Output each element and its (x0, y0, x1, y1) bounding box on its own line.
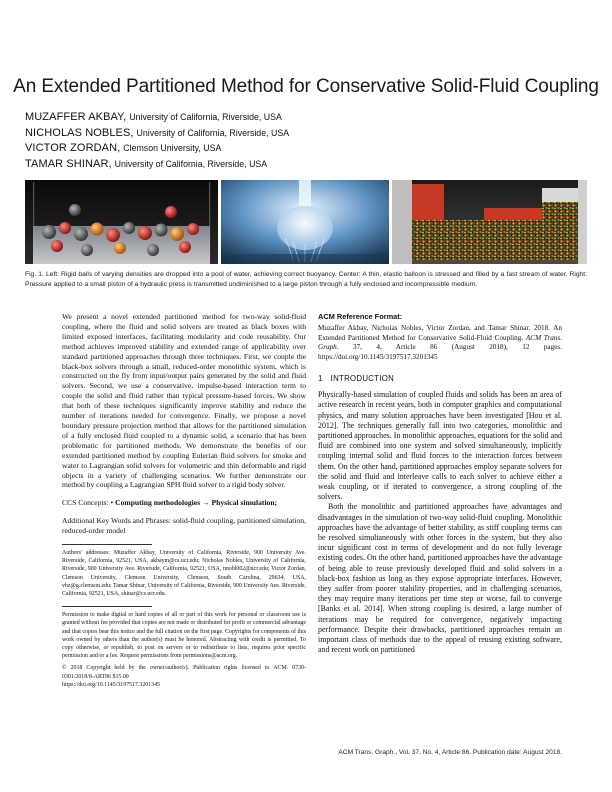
abstract: We present a novel extended partitioned method for two-way solid-fluid coupling, where the fluid and solid solvers are treated as black boxes with limited exposed interfaces, facilitating modularity and code reusability. Our method achieves improved stability and extended range of applicability over standard partitioned approaches through three techniques. First, we couple the black-box solvers through a small, reduced-order monolithic system, which is constructed on the fly from input/output pairs generated by the solid and fluid solvers. Second, we use a conservative, impulse-based interaction term to couple the solid and fluid rather than typical pressure-based forces. We show that both of these techniques significantly improve stability and reduce the number of iterations needed for convergence. Finally, we propose a novel boundary pressure projection method that allows for the partitioned simulation of a fully enclosed fluid coupled to a dynamic solid, a scenario that has been problematic for partitioned methods. We demonstrate the benefits of our extended partitioned method by coupling Eulerian fluid solvers for smoke and water to Lagrangian solid solvers for volumetric and thin deformable and rigid objects in a variety of challenging scenarios. We further demonstrate our method by coupling a Lagrangian SPH fluid solver to a rigid body solver. (62, 312, 306, 490)
author-affiliation: University of California, Riverside, USA (114, 158, 268, 169)
acm-reference-details: 37, 4, Article 86 (August 2018), 12 pages. https://doi.org/10.1145/3197517.3201345 (318, 343, 562, 361)
section-title: INTRODUCTION (330, 374, 395, 384)
page-footer: ACM Trans. Graph., Vol. 37, No. 4, Article 86. Publication date: August 2018. (338, 749, 562, 756)
author-4 (25, 157, 289, 173)
author-2 (25, 126, 289, 142)
permission-notice: Permission to make digital or hard copies of all or part of this work for personal or classroom use is granted without fee provided that copies are not made or distributed for profit or commercial advantage and that copies bear this notice and the full citation on the first page. Copyrights for components of this work owned by others than the author(s) must be honored. Abstracting with credit is permitted. To copy otherwise, or republish, to post on servers or to redistribute to lists, requires prior specific permission and/or a fee. Request permissions from permissions@acm.org. (62, 612, 306, 660)
section-heading-introduction (318, 374, 562, 384)
acm-reference-journal: ACM Trans. Graph. (318, 333, 562, 352)
keywords: Additional Key Words and Phrases: solid-fluid coupling, partitioned simulation, reduced-order model (62, 516, 306, 536)
author-3 (25, 141, 289, 157)
divider (62, 544, 152, 545)
acm-reference (318, 324, 562, 362)
author-name: VICTOR ZORDAN, (25, 142, 121, 154)
figure-center-balloon (221, 180, 389, 264)
figure-left-buoyancy (25, 180, 218, 264)
divider (62, 606, 152, 607)
author-name: NICHOLAS NOBLES, (25, 126, 134, 139)
acm-reference-authors-title: Muzaffer Akbay, Nicholas Nobles, Victor Zordan, and Tamar Shinar. 2018. An Extended Partitioned Method for Conservative Solid-Fluid Coupling. (318, 323, 562, 342)
author-1 (25, 110, 289, 126)
figure-right-hydraulic-press (392, 180, 587, 264)
acm-reference-heading: ACM Reference Format: (318, 312, 403, 321)
author-name: TAMAR SHINAR, (25, 157, 112, 170)
right-column (318, 312, 562, 655)
author-list (25, 110, 289, 172)
section-number: 1 (318, 374, 323, 384)
figure-caption: Fig. 1. Left: Rigid balls of varying densities are dropped into a pool of water, achieving correct buoyancy. Center: A thin, elastic balloon is stressed and filled by a fast stream of water. Right: Pressure applied to a small piston of a hydraulic press is transmitted undiminished to a large piston through a fully enclosed and incompressible medium. (25, 271, 587, 288)
ccs-concepts (62, 498, 306, 508)
ccs-concept: Computing methodologies → Physical simulation; (115, 498, 278, 508)
ccs-prefix: CCS Concepts: • (62, 498, 116, 508)
copyright-notice: © 2018 Copyright held by the owner/author(s). Publication rights licensed to ACM. 0730-0301/2018/8-ART86 $15.00 (62, 665, 306, 680)
teaser-figure (25, 180, 587, 264)
author-affiliation: Clemson University, USA (123, 143, 222, 153)
author-affiliation: University of California, Riverside, USA (129, 112, 282, 122)
paper-title: An Extended Partitioned Method for Conservative Solid-Fluid Coupling (13, 76, 599, 97)
intro-paragraph-1: Physically-based simulation of coupled fluids and solids has been an area of active research in recent years, both in computer graphics and computational physics, and many solution approaches have been investigated [Hou et al. 2012]. The techniques generally fall into two categories, monolithic and partitioned approaches. In monolithic approaches, equations for the solid and fluid are combined into one system and solved simultaneously, implicitly coupling internal solid and fluid forces to the interaction forces between them. On the other hand, partitioned approaches employ separate solvers for the solid and fluid and interleave calls to each solver to achieve either a weak coupling, or if iterated to convergence, a strong coupling of the solvers. (318, 390, 562, 502)
doi-link[interactable]: https://doi.org/10.1145/3197517.3201345 (62, 681, 161, 688)
authors-address: Authors' addresses: Muzaffer Akbay, University of California, Riverside, 900 University Ave. Riverside, California, 92521, USA, akbaym@cs.ucr.edu; Nicholas Nobles, University of California, Riverside, 900 University Ave. Riverside, California, 92521, USA, nnobl002@ucr.edu; Victor Zordan, Clemson University, Clemson University, Clemson, South Carolina, 29634, USA, vbz@g.clemson.edu; Tamar Shinar, University of California, Riverside, 900 University Ave. Riverside, California, 92521, USA, shinar@cs.ucr.edu. (62, 550, 306, 598)
intro-paragraph-2: Both the monolithic and partitioned approaches have advantages and disadvantages in the simulation of two-way solid-fluid coupling. Monolithic approaches have the advantage of better stability, as stiff coupling terms can be resolved simultaneously with other forces in the system, but they also incur significant cost in terms of development and do not fully leverage existing codes. On the other hand, partitioned approaches have the advantage of being able to reuse previously developed fluid and solid solvers in a black-box fashion as long as they expose appropriate interfaces. However, they suffer from poorer stability properties, and in challenging scenarios, they may require many iterations per time step or worse, fail to converge [Banks et al. 2014]. When strong coupling is desired, a large number of iterations may be required for convergence, negatively impacting performance. Despite their drawbacks, partitioned approaches remain an important class of methods due to the appeal of reusing existing software, and recent work on partitioned (318, 502, 562, 655)
left-column (62, 312, 306, 689)
author-name: MUZAFFER AKBAY, (25, 111, 127, 123)
author-affiliation: University of California, Riverside, USA (136, 127, 290, 138)
